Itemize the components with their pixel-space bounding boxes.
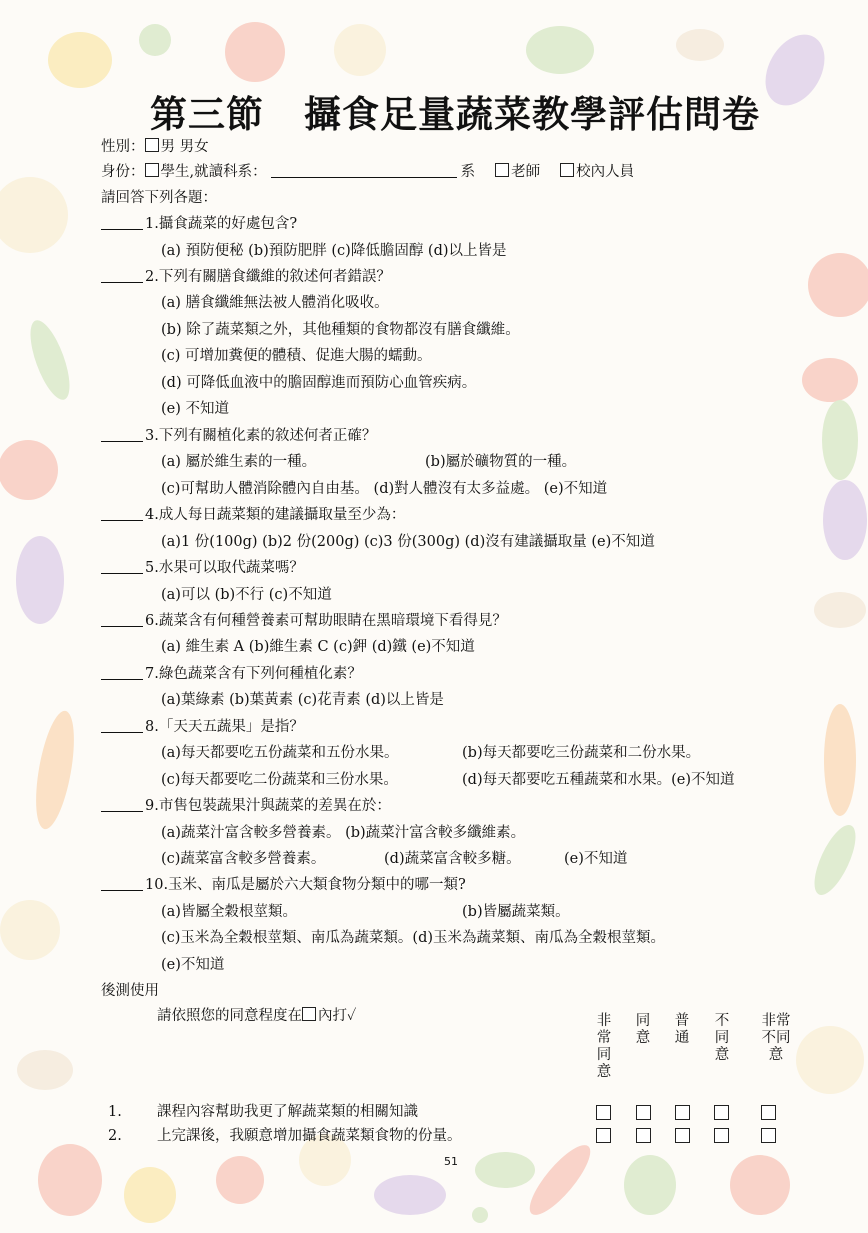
rating-checkbox[interactable] [714, 1105, 729, 1120]
question-8 [101, 718, 304, 736]
rating-checkbox[interactable] [675, 1128, 690, 1143]
question-2 [101, 268, 391, 286]
question-option: (b)屬於礦物質的一種。 [425, 454, 577, 470]
rating-item-text: 課程內容幫助我更了解蔬菜類的相關知識 [157, 1104, 418, 1120]
question-text: 8.「天天五蔬果」是指？ [145, 719, 304, 735]
question-option: (d) 可降低血液中的膽固醇進而預防心血管疾病。 [161, 375, 477, 391]
answer-blank[interactable] [101, 612, 143, 627]
agreement-instruction [157, 1007, 356, 1025]
department-field[interactable] [271, 163, 457, 178]
rating-checkbox[interactable] [596, 1105, 611, 1120]
question-text: 4.成人每日蔬菜類的建議攝取量至少為： [145, 507, 406, 523]
question-text: 5.水果可以取代蔬菜嗎？ [145, 560, 304, 576]
question-option: (a)每天都要吃五份蔬菜和五份水果。 [161, 745, 399, 761]
post-test-label: 後測使用 [101, 983, 159, 999]
question-option: (c)每天都要吃二份蔬菜和三份水果。 [161, 772, 398, 788]
question-option: (a)蔬菜汁富含較多營養素。 (b)蔬菜汁富含較多纖維素。 [161, 825, 526, 841]
scale-strongly-agree: 非常同意 [596, 1013, 612, 1080]
question-text: 10.玉米、南瓜是屬於六大類食物分類中的哪一類? [145, 877, 466, 893]
rating-checkbox[interactable] [675, 1105, 690, 1120]
rating-checkbox[interactable] [761, 1128, 776, 1143]
instruction-suffix: 內打✓ [318, 1008, 357, 1024]
gender-row [101, 138, 209, 156]
rating-item-text: 上完課後，我願意增加攝食蔬菜類食物的份量。 [157, 1128, 462, 1144]
question-option: (c) 可增加糞便的體積、促進大腸的蠕動。 [161, 348, 432, 364]
checkbox-sample-icon [302, 1007, 316, 1021]
question-option: (a)皆屬全穀根莖類。 [161, 904, 297, 920]
rating-checkbox[interactable] [761, 1105, 776, 1120]
answer-blank[interactable] [101, 797, 143, 812]
student-label: 學生,就讀科系： [160, 164, 267, 180]
answer-blank[interactable] [101, 268, 143, 283]
question-3 [101, 427, 376, 445]
question-option: (c)可幫助人體消除體內自由基。 (d)對人體沒有太多益處。 (e)不知道 [161, 481, 608, 497]
question-option: (c)玉米為全穀根莖類、南瓜為蔬菜類。(d)玉米為蔬菜類、南瓜為全穀根莖類。 [161, 930, 666, 946]
rating-checkbox[interactable] [636, 1128, 651, 1143]
answer-blank[interactable] [101, 718, 143, 733]
question-text: 3.下列有關植化素的敘述何者正確？ [145, 428, 377, 444]
question-option: (b)皆屬蔬菜類。 [462, 904, 570, 920]
rating-checkbox[interactable] [636, 1105, 651, 1120]
question-option: (a) 預防便秘 (b)預防肥胖 (c)降低膽固醇 (d)以上皆是 [161, 243, 507, 259]
answer-blank[interactable] [101, 665, 143, 680]
scale-agree: 同意 [635, 1013, 651, 1046]
student-checkbox[interactable] [145, 163, 159, 177]
question-9 [101, 797, 391, 815]
page-title [150, 84, 770, 138]
page-number: 51 [444, 1155, 458, 1168]
scale-strongly-disagree: 非常不同意 [761, 1013, 791, 1063]
question-7 [101, 665, 362, 683]
question-option: (d)蔬菜富含較多糖。 [384, 851, 521, 867]
teacher-checkbox[interactable] [495, 163, 509, 177]
question-option: (c)蔬菜富含較多營養素。 [161, 851, 326, 867]
rating-item-number: 1. [108, 1104, 122, 1120]
question-text: 2.下列有關膳食纖維的敘述何者錯誤？ [145, 269, 391, 285]
question-4 [101, 506, 405, 524]
section-label: 第三節 [150, 92, 264, 136]
rating-checkbox[interactable] [596, 1128, 611, 1143]
question-option: (a)1 份(100g) (b)2 份(200g) (c)3 份(300g) (d)沒有建議攝取量 (e)不知道 [161, 534, 655, 550]
rating-checkbox[interactable] [714, 1128, 729, 1143]
question-option: (b) 除了蔬菜類之外，其他種類的食物都沒有膳食纖維。 [161, 322, 520, 338]
question-5 [101, 559, 304, 577]
gender-option: 男 男女 [160, 139, 209, 155]
question-option: (e)不知道 [161, 957, 225, 973]
answer-blank[interactable] [101, 427, 143, 442]
question-6 [101, 612, 507, 630]
staff-label: 校內人員 [576, 164, 635, 180]
question-1 [101, 215, 297, 233]
rating-item-number: 2. [108, 1128, 122, 1144]
question-option: (a)可以 (b)不行 (c)不知道 [161, 587, 332, 603]
question-option: (e)不知道 [564, 851, 628, 867]
question-text: 1.攝食蔬菜的好處包含? [145, 216, 298, 232]
answer-blank[interactable] [101, 559, 143, 574]
question-10 [101, 876, 466, 894]
question-option: (a)葉綠素 (b)葉黃素 (c)花青素 (d)以上皆是 [161, 692, 444, 708]
identity-label: 身份： [101, 164, 145, 180]
scale-disagree: 不同意 [714, 1013, 730, 1063]
answer-blank[interactable] [101, 876, 143, 891]
question-option: (a) 維生素 A (b)維生素 C (c)鉀 (d)鐵 (e)不知道 [161, 639, 475, 655]
instruction-prefix: 請依照您的同意程度在 [157, 1008, 302, 1024]
title-text: 攝食足量蔬菜教學評估問卷 [304, 92, 760, 136]
answer-blank[interactable] [101, 215, 143, 230]
question-text: 9.市售包裝蔬果汁與蔬菜的差異在於： [145, 798, 391, 814]
question-option: (e) 不知道 [161, 401, 230, 417]
question-text: 6.蔬菜含有何種營養素可幫助眼睛在黑暗環境下看得見？ [145, 613, 507, 629]
department-suffix: 系 [460, 164, 476, 180]
question-option: (b)每天都要吃三份蔬菜和二份水果。 [462, 745, 701, 761]
instruction-text: 請回答下列各題： [101, 190, 217, 206]
gender-checkbox[interactable] [145, 138, 159, 152]
answer-blank[interactable] [101, 506, 143, 521]
question-option: (a) 屬於維生素的一種。 [161, 454, 317, 470]
staff-checkbox[interactable] [560, 163, 574, 177]
question-option: (a) 膳食纖維無法被人體消化吸收。 [161, 295, 389, 311]
identity-row [101, 163, 634, 181]
scale-neutral: 普通 [674, 1013, 690, 1046]
gender-label: 性別： [101, 139, 145, 155]
question-text: 7.綠色蔬菜含有下列何種植化素？ [145, 666, 362, 682]
question-option: (d)每天都要吃五種蔬菜和水果。(e)不知道 [462, 772, 735, 788]
teacher-label: 老師 [511, 164, 541, 180]
